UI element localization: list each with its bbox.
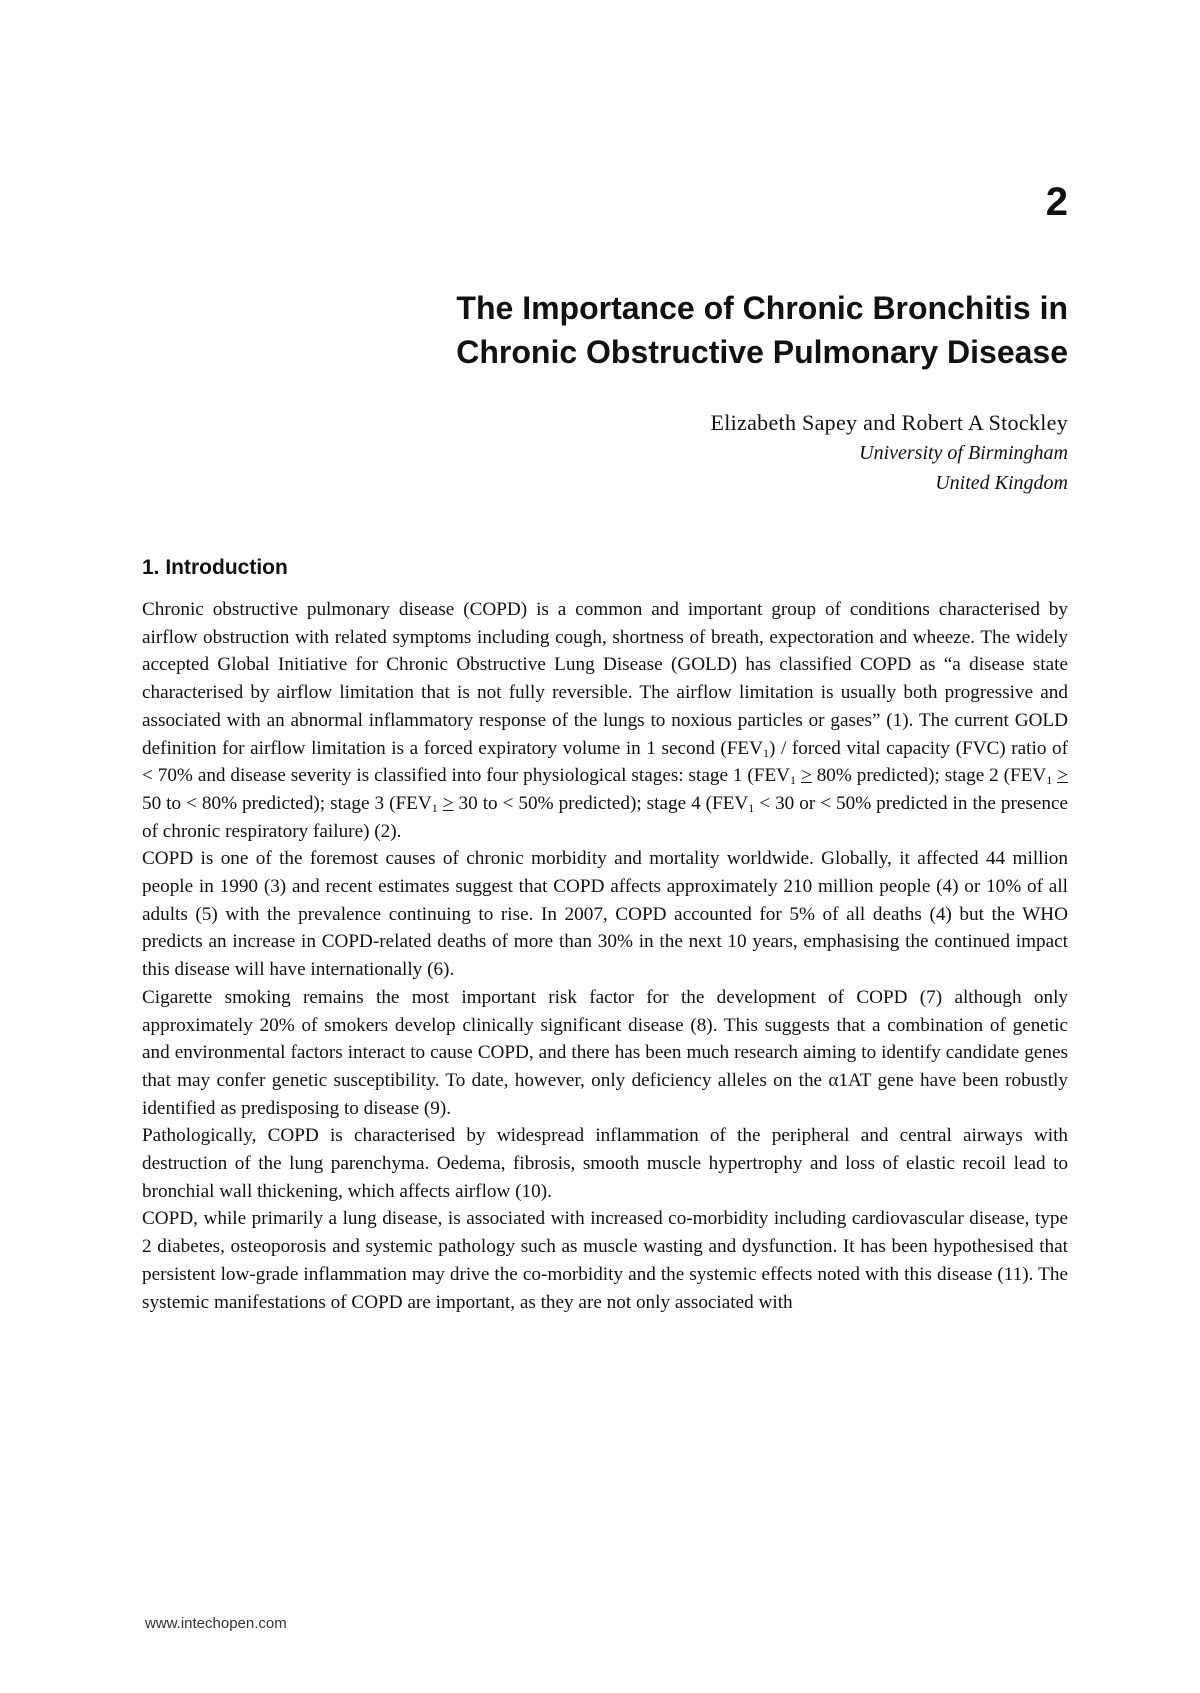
chapter-title-line-2: Chronic Obstructive Pulmonary Disease	[456, 334, 1068, 370]
author-affiliation: University of Birmingham	[859, 442, 1068, 464]
author-names: Elizabeth Sapey and Robert A Stockley	[710, 410, 1068, 435]
fev-subscript: 1	[1046, 773, 1053, 788]
paragraph-5: COPD, while primarily a lung disease, is associated with increased co-morbidity including cardiovascular disease, type 2 diabetes, osteoporosis and systemic pathology such as muscle wasting and dysfunction. It has been hypothesised that persistent low-grade inflammation may drive the co-morbidity and the systemic effects noted with this disease (11). The systemic manifestations of COPD are important, as they are not only associated with	[142, 1208, 1068, 1313]
chapter-title-line-1: The Importance of Chronic Bronchitis in	[456, 290, 1068, 326]
fev-subscript: 1	[748, 800, 755, 815]
greater-equal-symbol: >	[800, 765, 812, 787]
paragraph-1-text-d: 50 to < 80% predicted); stage 3 (FEV	[142, 792, 432, 814]
paragraph-2: COPD is one of the foremost causes of chronic morbidity and mortality worldwide. Globally, it affected 44 million people in 1990 (3) and recent estimates suggest that COPD affects approximately 210 million people (4) or 10% of all adults (5) with the prevalence continuing to rise. In 2007, COPD accounted for 5% of all deaths (4) but the WHO predicts an increase in COPD-related deaths of more than 30% in the next 10 years, emphasising the continued impact this disease will have internationally (6).	[142, 848, 1068, 981]
paragraph-1-text-b: ) / forced vital capacity (FVC) ratio of < 70% and disease severity is classified into four physiological stages: stage 1 (FEV	[142, 737, 1068, 787]
paragraph-1-text-f: < 30 or < 50% predicted in the presence of chronic respiratory failure) (2).	[142, 792, 1068, 842]
fev-subscript: 1	[431, 800, 438, 815]
paragraph-1-text-c: 80% predicted); stage 2 (FEV	[811, 765, 1047, 787]
greater-equal-symbol: >	[1057, 765, 1069, 787]
footer-url: www.intechopen.com	[145, 1615, 287, 1632]
paragraph-4: Pathologically, COPD is characterised by widespread inflammation of the peripheral and central airways with destruction of the lung parenchyma. Oedema, fibrosis, smooth muscle hypertrophy and loss of elastic recoil lead to bronchial wall thickening, which affects airflow (10).	[142, 1125, 1068, 1202]
chapter-title	[268, 286, 1068, 374]
greater-equal-symbol: >	[442, 792, 454, 814]
paragraph-1-text-e: 30 to < 50% predicted); stage 4 (FEV	[453, 792, 749, 814]
author-block	[368, 408, 1068, 498]
paragraph-1-text-a: Chronic obstructive pulmonary disease (COPD) is a common and important group of conditions characterised by airflow obstruction with related symptoms including cough, shortness of breath, expectoration and wheeze. The widely accepted Global Initiative for Chronic Obstructive Lung Disease (GOLD) has classified COPD as “a disease state characterised by airflow limitation that is not fully reversible. The airflow limitation is usually both progressive and associated with an abnormal inflammatory response of the lungs to noxious particles or gases” (1). The current GOLD definition for airflow limitation is a forced expiratory volume in 1 second (FEV	[142, 599, 1068, 759]
chapter-number: 2	[1045, 180, 1068, 224]
body-text	[142, 596, 1068, 1316]
section-heading: 1. Introduction	[142, 556, 288, 579]
fev-subscript: 1	[763, 745, 769, 760]
paragraph-3: Cigarette smoking remains the most important risk factor for the development of COPD (7) although only approximately 20% of smokers develop clinically significant disease (8). This suggests that a combination of genetic and environmental factors interact to cause COPD, and there has been much research aiming to identify candidate genes that may confer genetic susceptibility. To date, however, only deficiency alleles on the α1AT gene have been robustly identified as predisposing to disease (9).	[142, 986, 1068, 1119]
fev-subscript: 1	[790, 773, 797, 788]
paragraph-1	[142, 596, 1068, 845]
author-country: United Kingdom	[935, 472, 1068, 494]
